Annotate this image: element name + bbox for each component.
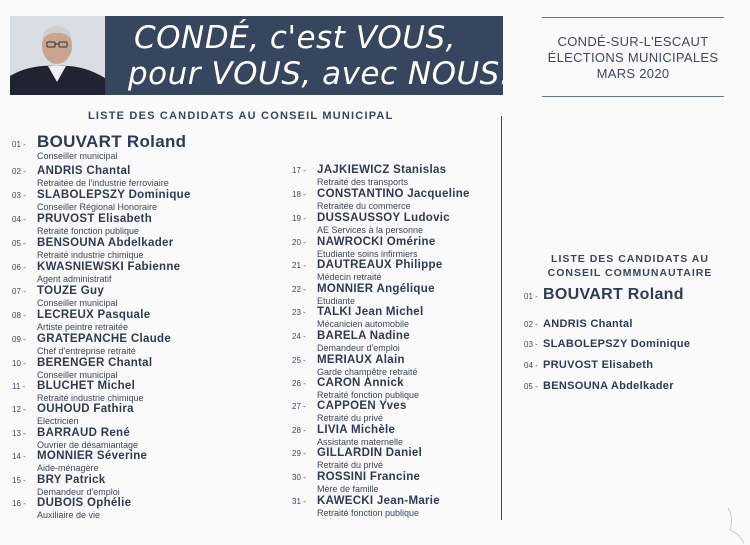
communautaire-entry [524,355,653,373]
candidate-entry [292,422,403,447]
candidate-number: 28 - [292,426,306,435]
candidate-entry [292,375,419,400]
candidate-number: 19 - [292,214,306,223]
candidate-number: 18 - [292,190,306,199]
candidate-occupation: Conseiller municipal [37,370,118,380]
candidate-number: 13 - [12,429,26,438]
candidate-occupation: Retraité industrie chimique [37,250,144,260]
candidate-name: KAWECKI Jean-Marie [317,495,440,507]
candidate-name: SLABOLEPSZY Dominique [37,189,191,201]
candidate-name: BOUVART Roland [543,286,684,303]
candidate-number: 04 - [12,215,26,224]
candidate-name: ROSSINI Francine [317,471,421,483]
candidate-entry [12,378,144,403]
candidate-occupation: Etudiante soins infirmiers [317,249,418,259]
candidate-name: GRATEPANCHE Claude [37,333,172,345]
candidate-number: 11 - [12,382,26,391]
candidate-entry [292,234,436,259]
election-date: MARS 2020 [596,66,670,81]
candidate-occupation: Retraité fonction publique [37,226,140,236]
candidate-name: TOUZE Guy [37,285,105,297]
candidate-number: 29 - [292,449,306,458]
candidate-number: 04 - [524,361,538,370]
candidate-number: 07 - [12,287,26,296]
candidate-name: BRY Patrick [37,474,106,486]
slogan-banner [10,16,511,95]
candidate-number: 01 - [12,140,26,149]
candidate-entry [12,355,152,380]
candidate-occupation: Conseiller municipal [37,298,118,308]
candidate-name: CONSTANTINO Jacqueline [317,188,470,200]
election-name: ÉLECTIONS MUNICIPALES [547,50,719,65]
candidate-number: 16 - [12,499,26,508]
candidate-entry [12,401,134,426]
city-name: CONDÉ-SUR-L'ESCAUT [557,34,709,49]
communautaire-entry [524,376,674,394]
candidate-entry [12,211,152,236]
candidate-occupation: Conseiller Régional Honoraire [37,202,158,212]
communautaire-entry [524,314,633,332]
communautaire-entry [524,334,690,352]
candidate-occupation: Etudiante [317,296,356,306]
candidate-name: TALKI Jean Michel [317,306,424,318]
candidate-entry [12,187,191,212]
candidate-photo [10,16,105,95]
candidate-occupation: Retraité du privé [317,413,384,423]
candidate-entry [292,352,418,377]
candidate-name: ANDRIS Chantal [37,165,131,177]
candidate-occupation: Retraité fonction publique [317,508,420,518]
candidate-name: MONNIER Séverine [37,450,148,462]
candidate-name: CAPPOEN Yves [317,400,407,412]
communautaire-list-title [524,252,736,280]
candidate-entry [292,493,440,518]
communautaire-title-line-2: CONSEIL COMMUNAUTAIRE [547,267,713,279]
slogan [128,20,511,92]
candidate-number: 10 - [12,359,26,368]
candidate-number: 03 - [524,340,538,349]
candidate-name: DUBOIS Ophélie [37,497,132,509]
candidate-number: 12 - [12,405,26,414]
candidate-occupation: Aide-ménagère [37,463,99,473]
candidate-name: JAJKIEWICZ Stanislas [317,164,447,176]
candidate-name: DUSSAUSSOY Ludovic [317,212,450,224]
slogan-line-1: CONDÉ, c'est VOUS, [134,20,457,56]
candidate-entry [12,495,131,520]
candidate-occupation: Mère de famille [317,484,379,494]
municipal-list-title: LISTE DES CANDIDATS AU CONSEIL MUNICIPAL [88,110,394,122]
candidate-entry [12,331,171,356]
candidate-occupation: Assistante maternelle [317,437,404,447]
candidate-number: 05 - [12,239,26,248]
candidate-occupation: Retraité des transports [317,177,409,187]
candidate-number: 25 - [292,356,306,365]
candidate-name: LECREUX Pasquale [37,309,151,321]
candidate-number: 05 - [524,382,538,391]
candidate-occupation: Retraitée du commerce [317,201,411,211]
candidate-occupation: Retraitée de l'industrie ferroviaire [37,178,169,188]
candidate-entry [292,281,435,306]
candidate-entry [12,283,118,308]
candidate-number: 22 - [292,285,306,294]
candidate-occupation: Retraité du privé [317,460,384,470]
candidate-entry [12,472,120,497]
candidate-name: BARELA Nadine [317,330,410,342]
candidate-number: 30 - [292,473,306,482]
candidate-number: 17 - [292,166,306,175]
candidate-name: KWASNIEWSKI Fabienne [37,261,181,273]
candidate-entry [292,445,422,470]
candidate-number: 08 - [12,311,26,320]
candidate-occupation: Médecin retraité [317,272,382,282]
candidate-entry [292,469,420,494]
candidate-number: 21 - [292,261,306,270]
candidate-entry [12,235,173,260]
candidate-entry [12,163,169,188]
candidate-occupation: Agent administratif [37,274,112,284]
candidate-name: CARON Annick [317,377,404,389]
candidate-number: 20 - [292,238,306,247]
election-header [536,17,730,97]
candidate-number: 09 - [12,335,26,344]
candidate-number: 15 - [12,476,26,485]
candidate-name: GILLARDIN Daniel [317,447,423,459]
candidate-name: MERIAUX Alain [317,354,405,366]
candidate-name: MONNIER Angélique [317,283,435,295]
candidate-occupation: Electricien [37,416,79,426]
candidate-number: 27 - [292,402,306,411]
candidate-occupation: AE Services à la personne [317,225,424,235]
candidate-number: 03 - [12,191,26,200]
candidate-name: NAWROCKI Omérine [317,236,436,248]
candidate-entry [12,425,138,450]
candidate-name: PRUVOST Elisabeth [543,359,654,371]
candidate-occupation: Ouvrier de désamiantage [37,440,139,450]
candidate-occupation: Auxiliaire de vie [37,510,101,520]
candidate-name: BENSOUNA Abdelkader [37,237,174,249]
candidate-name: LIVIA Michèle [317,424,396,436]
candidate-number: 02 - [12,167,26,176]
candidate-name: DAUTREAUX Philippe [317,259,443,271]
candidate-number: 23 - [292,308,306,317]
candidate-entry [12,259,180,284]
candidate-number: 06 - [12,263,26,272]
candidate-occupation: Mécanicien automobile [317,319,410,329]
candidate-entry [292,210,450,235]
header-rule-top [542,17,724,18]
candidate-entry [12,448,147,473]
slogan-line-2: pour VOUS, avec NOUS. [128,56,511,92]
candidate-occupation: Demandeur d'emploi [317,343,400,353]
communautaire-entry [524,286,684,304]
candidate-entry [292,328,410,353]
candidate-name: PRUVOST Elisabeth [37,213,153,225]
column-divider [501,116,502,520]
candidate-number: 31 - [292,497,306,506]
candidate-occupation: Conseiller municipal [37,151,118,161]
communautaire-title-line-1: LISTE DES CANDIDATS AU [551,253,709,265]
candidate-occupation: Garde champêtre retraité [317,367,418,377]
candidate-name: BERENGER Chantal [37,357,153,369]
candidate-occupation: Retraité industrie chimique [37,393,144,403]
candidate-name: SLABOLEPSZY Dominique [543,338,691,350]
candidate-entry [12,307,150,332]
candidate-number: 01 - [524,292,538,301]
candidate-number: 26 - [292,379,306,388]
candidate-entry [12,132,187,161]
candidate-name: BLUCHET Michel [37,380,136,392]
candidate-occupation: Retraité fonction publique [317,390,420,400]
candidate-number: 14 - [12,452,26,461]
corner-mark [710,500,750,545]
candidate-number: 02 - [524,320,538,329]
candidate-number: 24 - [292,332,306,341]
candidate-name: ANDRIS Chantal [543,318,633,330]
header-rule-bottom [542,96,724,97]
candidate-name: BOUVART Roland [37,132,187,151]
candidate-entry [292,186,470,211]
candidate-entry [292,398,407,423]
candidate-entry [292,304,424,329]
candidate-occupation: Chef d'entreprise retraité [37,346,136,356]
candidate-name: BARRAUD René [37,427,131,439]
candidate-occupation: Artiste peintre retraitée [37,322,129,332]
candidate-name: BENSOUNA Abdelkader [543,380,674,392]
candidate-occupation: Demandeur d'emploi [37,487,120,497]
candidate-name: OUHOUD Fathira [37,403,134,415]
candidate-entry [292,162,446,187]
candidate-entry [292,257,443,282]
